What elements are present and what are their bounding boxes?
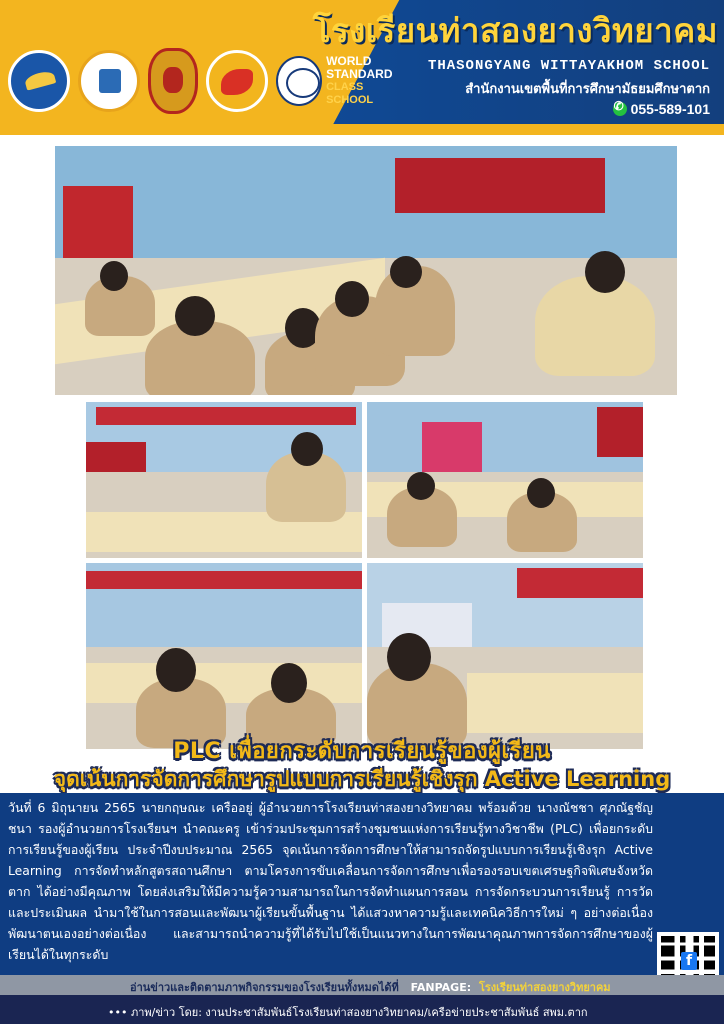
headline-line2: จุดเน้นการจัดการศึกษารูปแบบการเรียนรู้เชิงรุก Active Learning <box>53 767 671 791</box>
article-paragraph: วันที่ 6 มิถุนายน 2565 นายกฤษณะ เครืออยู่ ผู้อำนวยการโรงเรียนท่าสองยางวิทยาคม พร้อมด้วย นางณัชชา ศุภณัฐชัญชนา รองผู้อำนวยการโรงเรียนฯ นำคณะครู เข้าร่วมประชุมการสร้างชุมชนแห่งการเรียนรู้ทางวิชาชีพ (PLC) เพื่อยกระดับการเรียนรู้ของผู้เรียน ประจำปีงบประมาณ 2565 จุดเน้นการจัดการศึกษาให้สามารถจัดรูปแบบการเรียนรู้เชิงรุก Active Learning การจัดทำหลักสูตรสถานศึกษา ตามโครงการขับเคลื่อนการจัดการศึกษาเพื่อรองรอบเขตเศรษฐกิจพิเศษจังหวัดตาก ได้อย่างมีคุณภาพ โดยส่งเสริมให้มีความรู้ความสามารถในการจัดทำแผนการสอน การจัดกระบวนการเรียนรู้ การวัดและประเมินผล นำมาใช้ในการสอนและพัฒนาผู้เรียนขั้นพื้นฐาน ได้แสวงหาความรู้และเทคนิควิธีการใหม่ ๆ อย่างต่อเนื่อง พัฒนาตนเองอย่างต่อเนื่อง และสามารถนำความรู้ที่ได้รับไปใช้เป็นแนวทางในการพัฒนาคุณภาพการจัดการศึกษาของผู้เรียนได้ในทุกระดับ <box>8 800 653 962</box>
phone-number <box>560 101 710 117</box>
education-logo-icon <box>78 50 140 112</box>
meeting-photo-top-right <box>367 402 643 558</box>
header-banner <box>0 0 724 135</box>
fanpage-label: FANPAGE: <box>410 981 472 994</box>
globe-icon <box>276 56 322 106</box>
main-meeting-photo <box>55 146 677 395</box>
obec-emblem-icon <box>148 48 198 114</box>
logo-line1: WORLD <box>326 54 372 68</box>
education-office: สำนักงานเขตพื้นที่การศึกษามัธยมศึกษาตาก <box>465 82 710 97</box>
header-stripe <box>0 124 724 135</box>
logo-line2: STANDARD <box>326 67 393 81</box>
meeting-photo-top-left <box>86 402 362 558</box>
school-name-thai: โรงเรียนท่าสองยางวิทยาคม <box>312 11 718 50</box>
photo-credit: ••• ภาพ/ข่าว โดย: งานประชาสัมพันธ์โรงเรียนท่าสองยางวิทยาคม/เครือข่ายประชาสัมพันธ์ สพม.ตาก <box>108 1006 588 1019</box>
school-name-english: THASONGYANG WITTAYAKHOM SCHOOL <box>427 58 710 74</box>
meeting-photo-bottom-left <box>86 563 362 749</box>
meeting-photo-bottom-right <box>367 563 643 749</box>
secondary-office-logo-icon <box>206 50 268 112</box>
logo-line3: CLASS SCHOOL <box>326 81 374 106</box>
fanpage-text <box>130 978 611 996</box>
fanpage-name[interactable]: โรงเรียนท่าสองยางวิทยาคม <box>478 981 611 994</box>
headline-line1: PLC เพื่อยกระดับการเรียนรู้ของผู้เรียน <box>173 739 551 764</box>
fanpage-prompt: อ่านข่าวและติดตามภาพกิจกรรมของโรงเรียนทั้งหมดได้ที่ <box>130 981 399 994</box>
phone-text: 055-589-101 <box>630 101 710 117</box>
phone-icon <box>613 102 627 116</box>
school-logo-icon <box>8 50 70 112</box>
